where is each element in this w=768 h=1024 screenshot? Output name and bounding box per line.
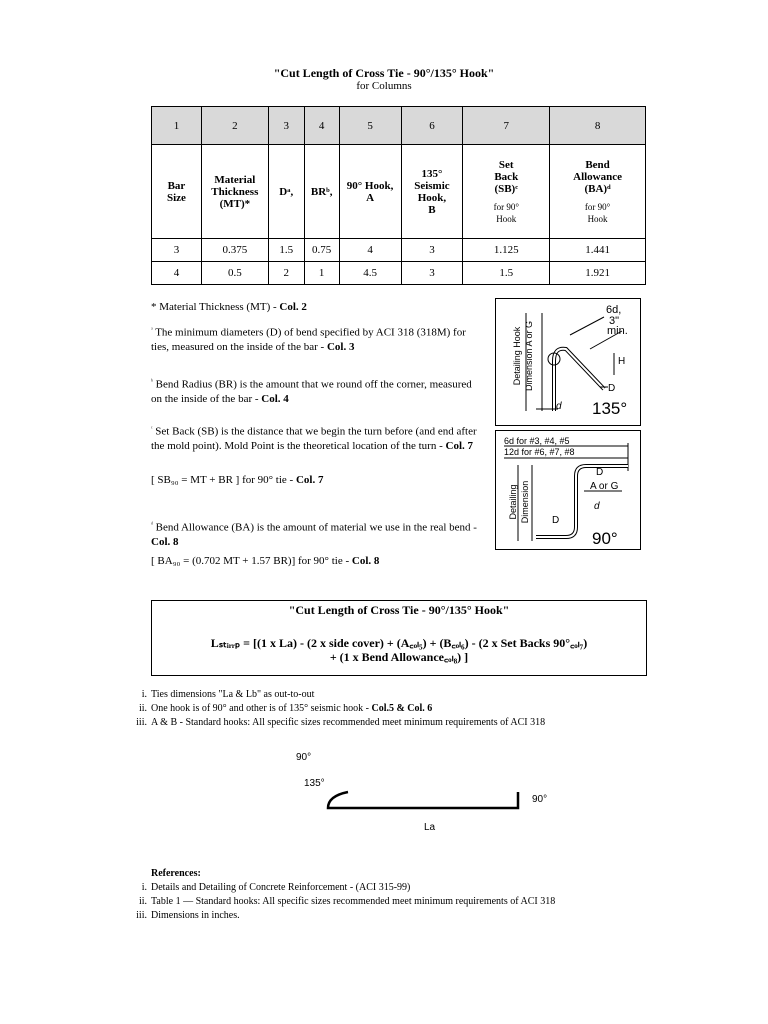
header-line: Bar: [167, 179, 186, 192]
label-d-small: d: [556, 401, 562, 412]
label-6d: 6d,: [606, 304, 622, 316]
note-text: Set Back (SB) is the distance that we begin the turn before (and end after the mold point). Mold Point is the theoretical location of the turn -: [151, 425, 477, 452]
reference-number: iii.: [136, 910, 147, 921]
col-number: 4: [304, 107, 339, 145]
header-line: Seismic: [414, 179, 450, 192]
formula-set-back: [151, 473, 481, 487]
note-col-ref: Col. 2: [279, 301, 307, 313]
list-item: [138, 703, 433, 714]
label-min: min.: [607, 325, 628, 337]
col-number: 6: [401, 107, 463, 145]
cut-length-table: [151, 106, 646, 285]
hook90-vertical-label-detailing: Detailing: [508, 484, 518, 520]
table-cell: 0.75: [304, 239, 339, 262]
note-col-ref: Col. 3: [326, 340, 355, 353]
hook90-label-d-cap: D: [552, 515, 560, 526]
table-cell: 2: [268, 262, 304, 285]
hook-135-diagram: [495, 298, 641, 426]
reference-text: Table 1 — Standard hooks: All specific sizes recommended meet minimum requirements of ACI 318: [151, 896, 556, 907]
header-line: 135°: [421, 167, 443, 180]
table-cell: 0.5: [201, 262, 268, 285]
reference-item: [138, 896, 556, 907]
reference-text: Details and Detailing of Concrete Reinforcement - (ACI 315-99): [151, 882, 411, 893]
header-line: Material: [214, 173, 256, 186]
table-cell: 0.375: [201, 239, 268, 262]
reference-item: [136, 910, 240, 921]
header-line: 90° Hook,: [346, 179, 394, 192]
table-cell: 1: [304, 262, 339, 285]
cut-length-formula-box: [151, 600, 647, 676]
table-cell: 1.921: [550, 262, 646, 285]
list-bold: Col.5 & Col. 6: [371, 703, 433, 714]
label-angle-90: 90°: [592, 529, 618, 548]
reference-text: Dimensions in inches.: [151, 910, 240, 921]
sketch-label-la: La: [424, 822, 436, 833]
footnote-mark: ᵈ: [151, 522, 153, 528]
table-cell: 3: [401, 239, 463, 262]
header-90-hook: [339, 145, 401, 239]
page-title: "Cut Length of Cross Tie - 90°/135° Hook": [273, 66, 495, 80]
vertical-label-dimension: Dimension A or G: [524, 320, 534, 392]
header-line: (MT)*: [219, 197, 251, 210]
footnote-mark: ᵇ: [151, 379, 153, 385]
header-line: Hook: [587, 213, 608, 224]
table-cell: 3: [152, 239, 202, 262]
header-line: Back: [494, 170, 519, 183]
note-col-ref: Col. 8: [351, 555, 380, 567]
formula-text: [ BA₉₀ = (0.702 MT + 1.57 BR)] for 90° tie -: [151, 555, 352, 567]
label-3-inch: 3": [609, 315, 620, 327]
col-number: 5: [339, 107, 401, 145]
sketch-label-90-top: 90°: [296, 752, 312, 763]
table-cell: 4: [152, 262, 202, 285]
sketch-label-90-right: 90°: [532, 794, 548, 805]
column-label-row: [152, 145, 646, 239]
note-text: The minimum diameters (D) of bend specified by ACI 318 (318M) for ties, measured on the inside of the bar -: [151, 326, 466, 353]
table-cell: 1.5: [463, 262, 550, 285]
hook90-vertical-label-dimension: Dimension: [520, 480, 530, 524]
list-item: [141, 689, 315, 700]
hook90-line1: 6d for #3, #4, #5: [504, 436, 570, 446]
list-number: i.: [141, 689, 147, 700]
col-number: 3: [268, 107, 304, 145]
header-line: Allowance: [573, 170, 623, 183]
page-subtitle: for Columns: [356, 80, 412, 92]
header-line: Hook,: [417, 191, 447, 204]
col-number: 2: [201, 107, 268, 145]
list-text: Ties dimensions "La & Lb" as out-to-out: [151, 689, 315, 700]
formula-line-2: + (1 x Bend Allowance꜀ₒₗ₈) ]: [329, 650, 469, 664]
header-line: Size: [166, 191, 186, 204]
reference-item: [141, 882, 411, 893]
col-number: 7: [463, 107, 550, 145]
header-line: Set: [498, 158, 514, 171]
header-line: Hook: [496, 213, 517, 224]
label-angle-135: 135°: [592, 399, 628, 418]
vertical-label-detailing-hook: Detailing Hook: [512, 326, 522, 386]
col-number: 8: [550, 107, 646, 145]
hook90-label-d-small: d: [594, 501, 600, 512]
tie-sketch: [320, 788, 526, 818]
hook90-label-d: D: [596, 467, 604, 478]
list-number: ii.: [138, 703, 147, 714]
list-text: A & B - Standard hooks: All specific sizes recommended meet minimum requirements of ACI 318: [151, 717, 546, 728]
header-diameter: Dᵃ,: [268, 145, 304, 239]
note-col-ref: Col. 7: [295, 474, 324, 486]
note-d-bend-allowance: [151, 518, 481, 549]
col-number: 1: [152, 107, 202, 145]
list-text: One hook is of 90° and other is of 135° seismic hook -: [151, 703, 372, 714]
formula-text: [ SB₉₀ = MT + BR ] for 90° tie -: [151, 474, 296, 486]
header-line: for 90°: [493, 201, 519, 212]
table-cell: 1.125: [463, 239, 550, 262]
table-cell: 4: [339, 239, 401, 262]
hook90-line2: 12d for #6, #7, #8: [504, 447, 575, 457]
formula-box-title: "Cut Length of Cross Tie - 90°/135° Hook": [288, 603, 510, 617]
note-text: Bend Allowance (BA) is the amount of material we use in the real bend -: [155, 521, 477, 534]
formula-line-1: Lₛₜᵢᵣᵣₚ = [(1 x La) - (2 x side cover) + (A꜀ₒₗ₅) + (B꜀ₒₗ₆) - (2 x Set Backs 90°꜀ₒₗ₇): [210, 636, 588, 650]
note-a-diameter: [151, 323, 481, 354]
header-line: (BA)ᵈ: [584, 182, 611, 195]
table-cell: 3: [401, 262, 463, 285]
list-item: [136, 717, 546, 728]
label-h: H: [618, 356, 626, 367]
header-135-seismic-hook: [401, 145, 463, 239]
note-col-ref: Col. 4: [261, 392, 289, 405]
sketch-label-135: 135°: [304, 778, 325, 789]
footnote-mark: ᶜ: [151, 426, 153, 432]
header-bend-radius: BRᵇ,: [304, 145, 339, 239]
note-text: * Material Thickness (MT) -: [151, 301, 280, 313]
column-number-row: [152, 107, 646, 145]
reference-number: i.: [141, 882, 147, 893]
header-line: B: [428, 203, 436, 216]
table-cell: 1.441: [550, 239, 646, 262]
header-line: for 90°: [584, 201, 611, 212]
references-heading: References:: [151, 868, 201, 879]
note-c-set-back: [151, 422, 481, 453]
header-line: A: [366, 191, 375, 204]
header-set-back: [463, 145, 550, 239]
table-cell: 1.5: [268, 239, 304, 262]
note-col-ref: Col. 8: [151, 535, 179, 548]
header-line: Bend: [585, 158, 610, 171]
header-material-thickness: [201, 145, 268, 239]
hook-90-diagram: [495, 430, 641, 550]
formula-bend-allowance: [151, 554, 481, 568]
header-line: Thickness: [211, 185, 259, 198]
table-row: [152, 239, 646, 262]
footnote-mark: ᵃ: [151, 327, 153, 333]
label-d: D: [608, 383, 616, 394]
header-bar-size: [152, 145, 202, 239]
reference-number: ii.: [138, 896, 147, 907]
table-cell: 4.5: [339, 262, 401, 285]
note-col-ref: Col. 7: [445, 439, 474, 452]
note-b-bend-radius: [151, 375, 481, 406]
header-bend-allowance: [550, 145, 646, 239]
table-row: [152, 262, 646, 285]
note-material-thickness: [151, 300, 481, 314]
hook90-label-a-or-g: A or G: [590, 481, 619, 492]
header-line: (SB)ᶜ: [494, 182, 519, 195]
note-text: Bend Radius (BR) is the amount that we round off the corner, measured on the inside of the bar -: [151, 378, 472, 405]
list-number: iii.: [136, 717, 147, 728]
